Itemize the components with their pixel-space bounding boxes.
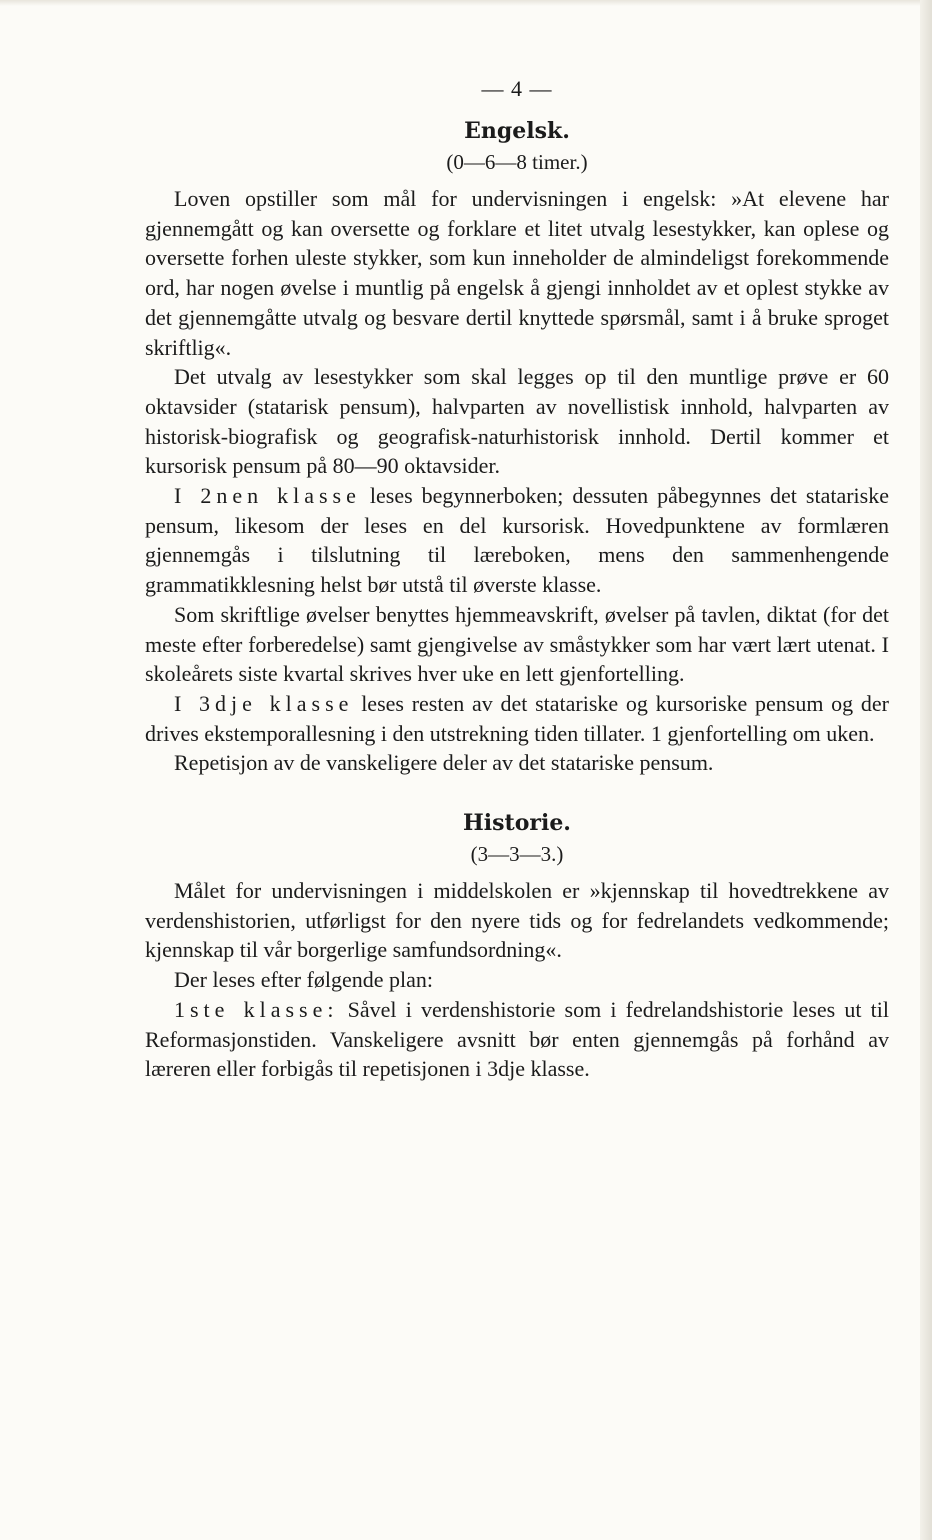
paragraph-text: Såvel i verdenshistorie som i fedrelandshistorie leses ut til Reformasjonstiden. Vanskeligere avsnitt bør enten gjennemgås på forhånd av læreren eller forbigås til repetisjonen i 3dje klasse. (145, 996, 889, 1082)
page-content (145, 70, 889, 1084)
paragraph (145, 689, 889, 748)
page-number: — 4 — (481, 76, 553, 101)
spaced-class-label: I 3dje klasse (174, 690, 354, 716)
paragraph: Det utvalg av lesestykker som skal legges op til den muntlige prøve er 60 oktavsider (statarisk pensum), halvparten av novellistisk innhold, halvparten av historisk-biografisk og geografisk-naturhistorisk innhold. Dertil kommer et kursorisk pensum på 80—90 oktavsider. (145, 364, 889, 479)
paragraph: Der leses efter følgende plan: (174, 967, 433, 993)
paragraph-text: leses begynnerboken; dessuten påbegynnes det statariske pensum, likesom der leses en del kursorisk. Hovedpunktene av formlæren gjennemgås i tilslutning til læreboken, mens den sammenhengende grammatikklesning helst bør utstå til øverste klasse. (145, 483, 889, 598)
paragraph: Målet for undervisningen i middelskolen er »kjennskap til hovedtrekkene av verdenshistorien, utførligst for den nyere tids og for fedrelandets vedkommende; kjennskap til vår borgerlige samfundsordning«. (145, 878, 889, 963)
section-hours-historie: (3—3—3.) (470, 842, 564, 867)
section-heading-historie: Historie. (463, 810, 571, 837)
section-hours-engelsk: (0—6—8 timer.) (446, 150, 588, 174)
paragraph (145, 481, 889, 600)
paragraph: Repetisjon av de vanskeligere deler av det statariske pensum. (174, 750, 714, 776)
spaced-class-label: 1ste klasse: (174, 996, 339, 1022)
paragraph-text: leses resten av det statariske og kursoriske pensum og der drives ekstemporallesning i den utstrekning tiden tillater. 1 gjenfortelling om uken. (145, 690, 890, 746)
page-edge-right (920, 0, 932, 1540)
spaced-class-label: I 2nen klasse (174, 483, 361, 509)
paragraph: Loven opstiller som mål for undervisningen i engelsk: »At elevene har gjennemgått og kan oversette og forklare et litet utvalg lesestykker, kan oplese og oversette forhen uleste stykker, som kun inneholder de almindeligst forekommende ord, har nogen øvelse i muntlig på engelsk å gjengi innholdet av et oplest stykke av det gjennemgåtte utvalg og besvare dertil knyttede spørsmål, samt i å bruke sproget skriftlig«. (145, 186, 889, 360)
section-heading-engelsk: Engelsk. (464, 118, 570, 144)
paragraph: Som skriftlige øvelser benyttes hjemmeavskrift, øvelser på tavlen, diktat (for det meste efter forberedelse) samt gjengivelse av småstykker som har vært lært utenat. I skoleårets siste kvartal skrives hver uke en lett gjenfortelling. (145, 601, 889, 687)
page-edge-top (0, 0, 932, 6)
paragraph (145, 995, 889, 1084)
